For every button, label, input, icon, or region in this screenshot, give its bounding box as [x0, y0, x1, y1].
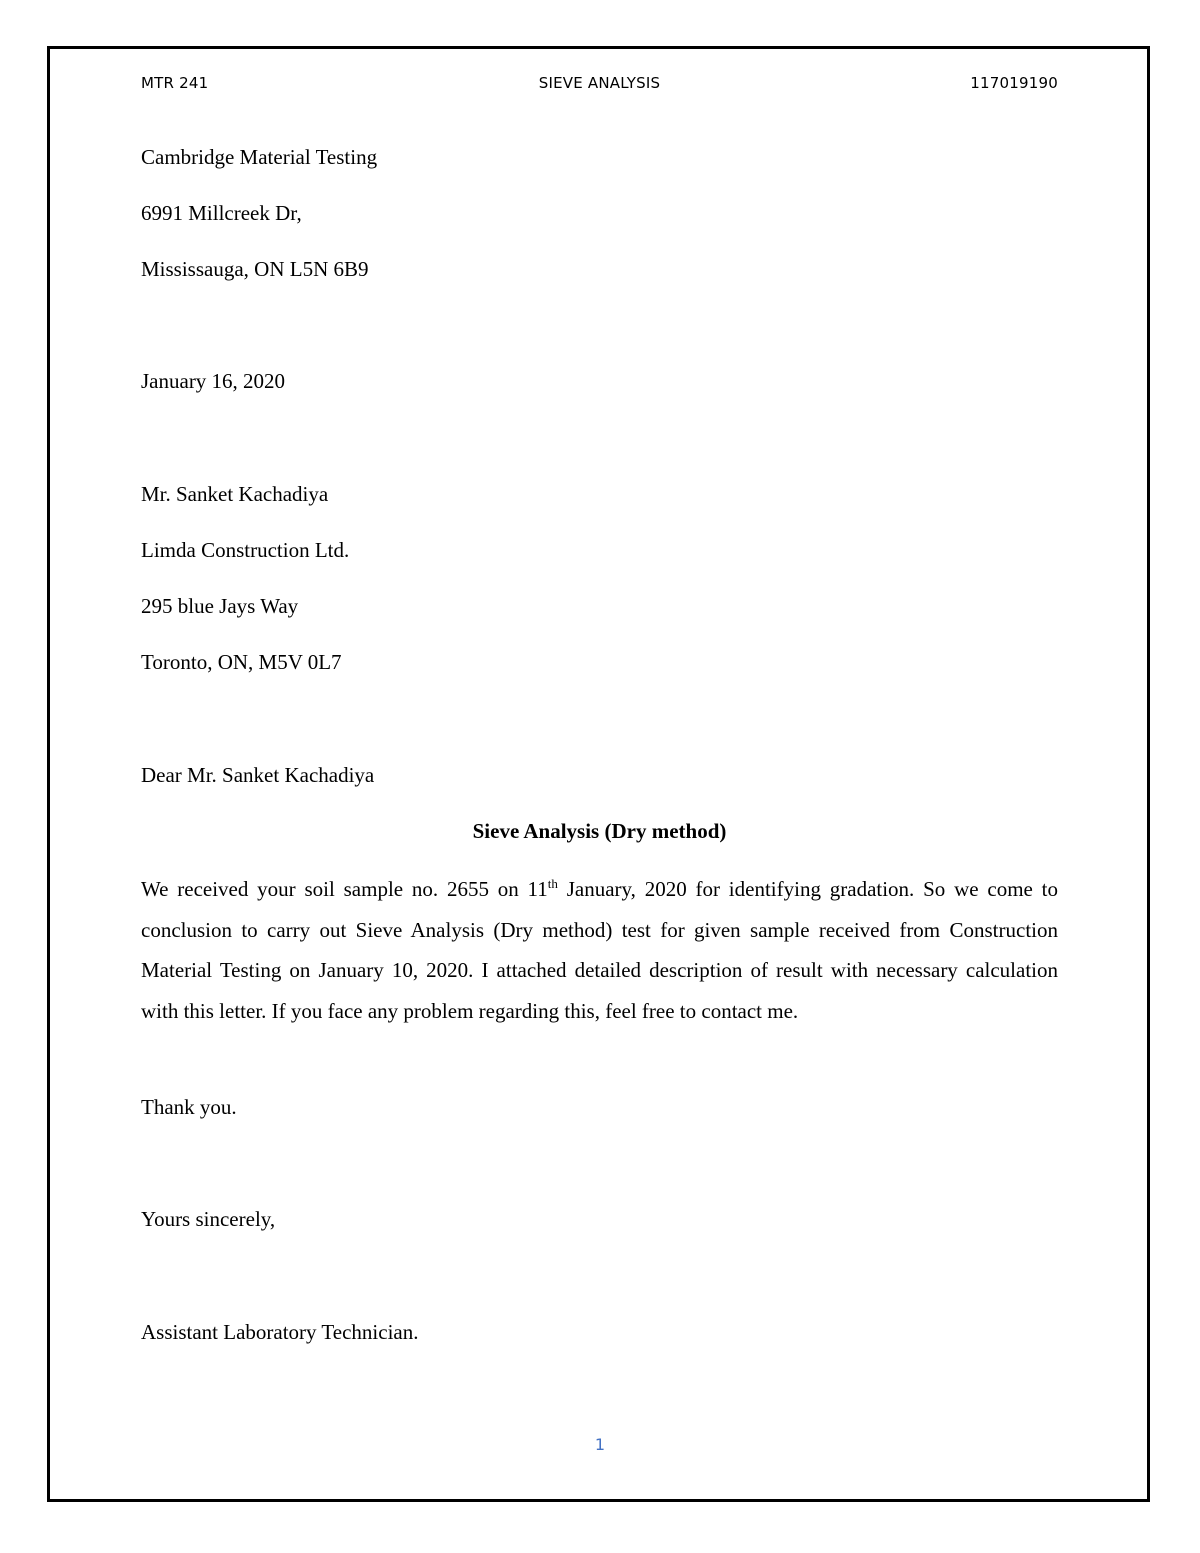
thanks-line: Thank you.	[141, 1095, 237, 1119]
recipient-city: Toronto, ON, M5V 0L7	[141, 650, 342, 674]
ordinal-suffix: th	[547, 876, 558, 891]
subject-heading: Sieve Analysis (Dry method)	[472, 819, 727, 843]
running-header	[141, 74, 1058, 96]
page-number: 1	[594, 1435, 606, 1454]
body-text-rest: January, 2020 for identifying gradation. So we come to conclusion to carry out Sieve Analysis (Dry method) test for given sample received from Construction Material Testing on January 10, 2020. I attached detailed description of result with necessary calculation with this letter. If you face any problem regarding this, feel free to contact me.	[141, 877, 1058, 1023]
header-title: SIEVE ANALYSIS	[538, 74, 661, 92]
closing-line: Yours sincerely,	[141, 1207, 276, 1231]
letter-date: January 16, 2020	[141, 369, 286, 393]
signature-title: Assistant Laboratory Technician.	[141, 1320, 419, 1344]
salutation: Dear Mr. Sanket Kachadiya	[141, 763, 375, 787]
body-paragraph	[141, 869, 1058, 1031]
header-course: MTR 241	[141, 74, 209, 92]
recipient-street: 295 blue Jays Way	[141, 594, 299, 618]
body-text-start: We received your soil sample no. 2655 on 11	[141, 877, 548, 901]
recipient-name: Mr. Sanket Kachadiya	[141, 482, 329, 506]
sender-street: 6991 Millcreek Dr,	[141, 201, 302, 225]
recipient-company: Limda Construction Ltd.	[141, 538, 350, 562]
header-student-id: 117019190	[970, 74, 1058, 92]
sender-company: Cambridge Material Testing	[141, 145, 378, 169]
sender-city: Mississauga, ON L5N 6B9	[141, 257, 369, 281]
